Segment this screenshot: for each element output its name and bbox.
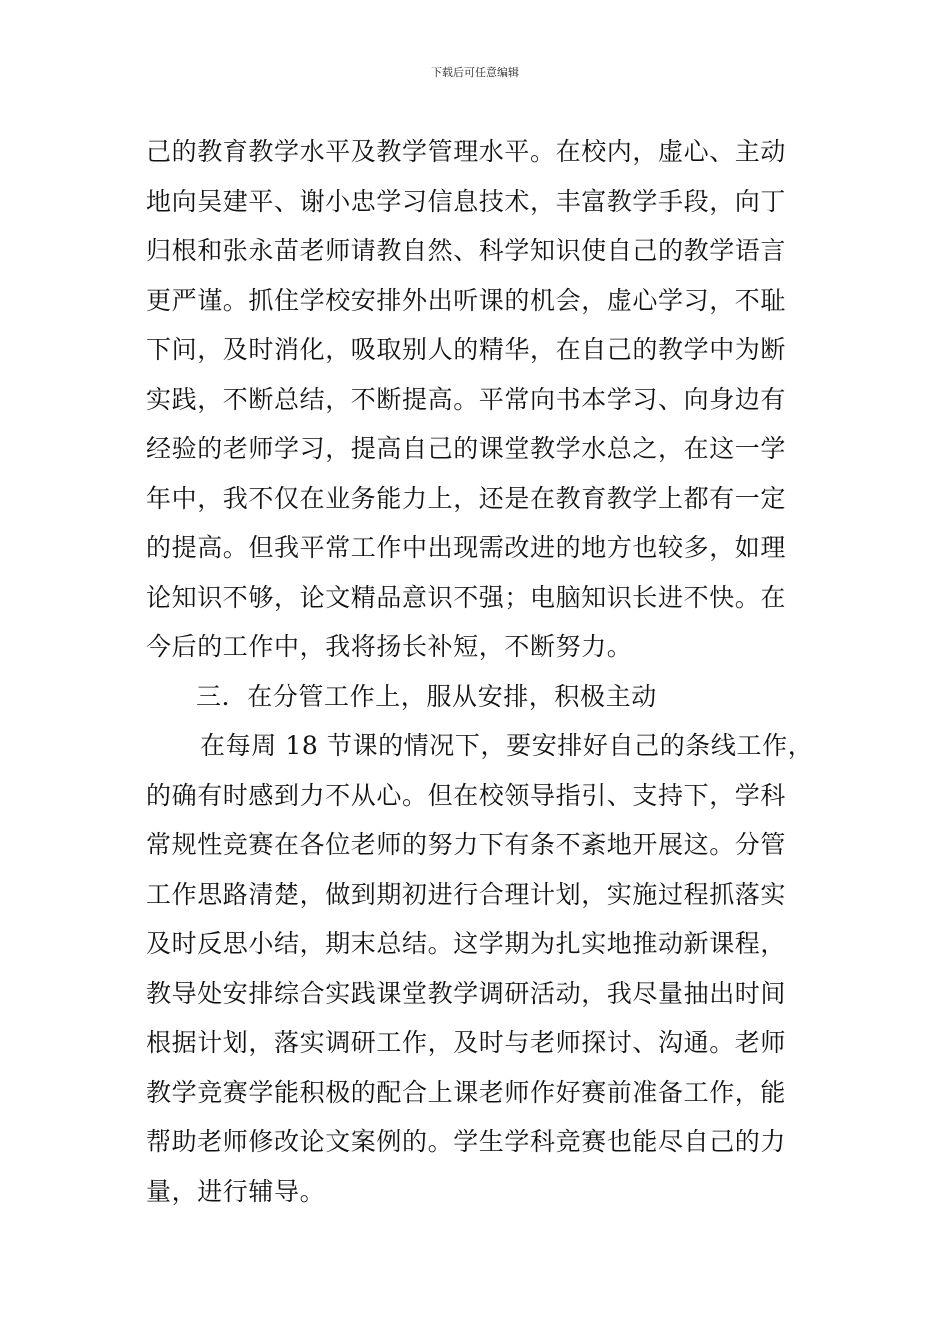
document-body [146, 127, 814, 1216]
text-line: 己的教育教学水平及教学管理水平。在校内，虚心、主动 [146, 137, 787, 166]
text-line: 教导处安排综合实践课堂教学调研活动，我尽量抽出时间 [146, 978, 787, 1008]
text-line: 教学竞赛学能积极的配合上课老师作好赛前准备工作，能 [146, 1077, 787, 1107]
text-line: 在每周 18 节课的情况下，要安排好自己的条线工作， [200, 731, 814, 760]
text-line: 经验的老师学习，提高自己的课堂教学水总之，在这一学 [146, 434, 787, 463]
text-line: 年中，我不仅在业务能力上，还是在教育教学上都有一定 [146, 483, 787, 513]
section-heading: 三．在分管工作上，服从安排，积极主动 [196, 681, 657, 711]
text-line: 根据计划，落实调研工作，及时与老师探讨、沟通。老师 [146, 1028, 787, 1057]
text-line: 今后的工作中，我将扬长补短，不断努力。 [146, 632, 633, 661]
text-line: 常规性竞赛在各位老师的努力下有条不紊地开展这。分管 [146, 830, 787, 859]
text-line: 下问，及时消化，吸取别人的精华，在自己的教学中为断 [146, 335, 787, 364]
text-line: 更严谨。抓住学校安排外出听课的机会，虚心学习，不耻 [146, 285, 787, 315]
text-line: 的提高。但我平常工作中出现需改进的地方也较多，如理 [146, 533, 787, 562]
text-line: 的确有时感到力不从心。但在校领导指引、支持下，学科 [146, 780, 787, 810]
text-line: 及时反思小结，期末总结。这学期为扎实地推动新课程， [146, 929, 787, 958]
text-line: 归根和张永苗老师请教自然、科学知识使自己的教学语言 [146, 236, 787, 265]
text-line: 实践，不断总结，不断提高。平常向书本学习、向身边有 [146, 384, 787, 414]
text-line: 地向吴建平、谢小忠学习信息技术，丰富教学手段，向丁 [146, 186, 787, 216]
text-line: 论知识不够，论文精品意识不强；电脑知识长进不快。在 [146, 582, 787, 612]
text-line: 工作思路清楚，做到期初进行合理计划，实施过程抓落实 [146, 879, 787, 909]
page-header-note: 下载后可任意编辑 [431, 66, 519, 79]
text-line: 帮助老师修改论文案例的。学生学科竞赛也能尽自己的力 [146, 1127, 787, 1156]
text-line: 量，进行辅导。 [146, 1176, 326, 1206]
